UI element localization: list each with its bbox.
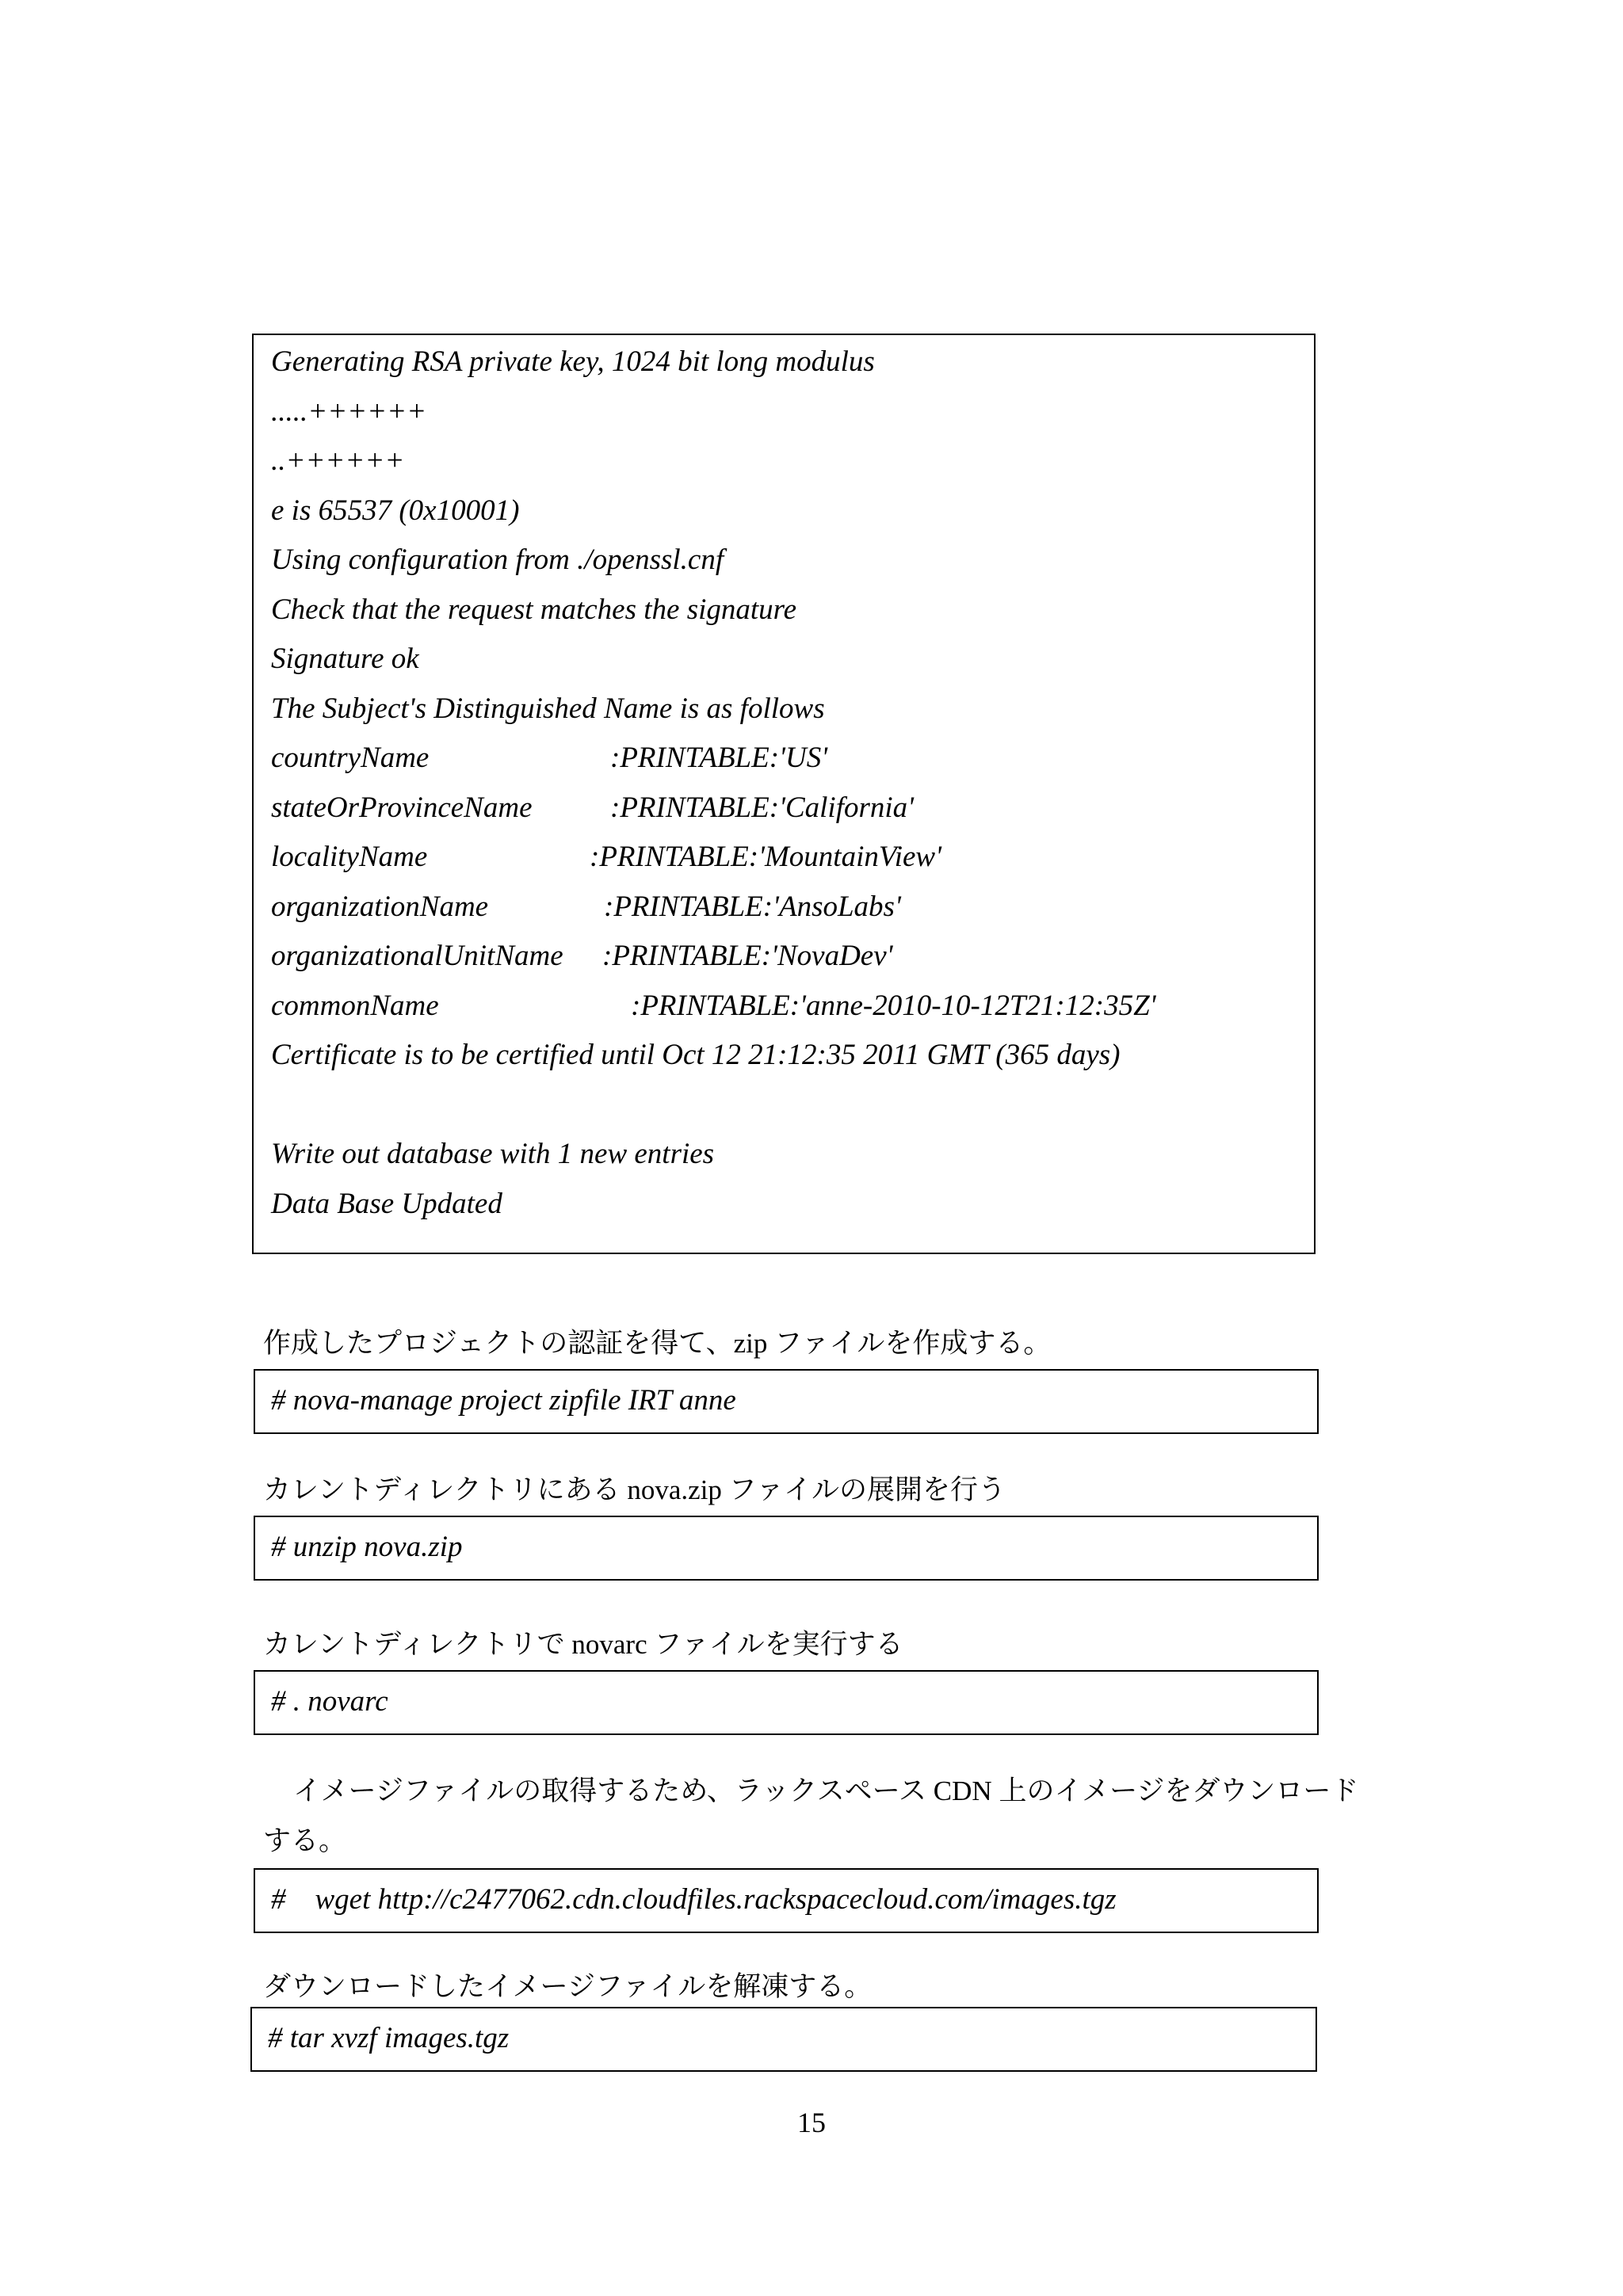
command-text: # wget http://c2477062.cdn.cloudfiles.rackspacecloud.com/images.tgz	[271, 1883, 1117, 1916]
field-name: commonName	[271, 990, 439, 1022]
output-line: Data Base Updated	[271, 1188, 502, 1220]
command-box	[250, 2007, 1317, 2072]
field-value: :PRINTABLE:'NovaDev'	[602, 940, 893, 972]
output-line: .....++++++	[271, 395, 427, 428]
command-output-box	[252, 334, 1316, 1254]
output-line: The Subject's Distinguished Name is as follows	[271, 692, 825, 725]
step-description: ダウンロードしたイメージファイルを解凍する。	[263, 1971, 873, 2002]
command-text: # nova-manage project zipfile IRT anne	[271, 1384, 736, 1417]
field-value: :PRINTABLE:'California'	[610, 791, 915, 824]
page-number: 15	[797, 2107, 826, 2138]
field-value: :PRINTABLE:'AnsoLabs'	[604, 891, 901, 923]
output-line: ..++++++	[271, 444, 405, 477]
step-description-continued: する。	[263, 1825, 347, 1856]
command-text: # . novarc	[271, 1685, 388, 1718]
step-description: カレントディレクトリで novarc ファイルを実行する	[263, 1629, 903, 1660]
command-box	[254, 1369, 1319, 1434]
output-line: Using configuration from ./openssl.cnf	[271, 543, 724, 576]
step-description: 作成したプロジェクトの認証を得て、zip ファイルを作成する。	[263, 1328, 1052, 1359]
field-name: organizationalUnitName	[271, 940, 563, 972]
step-description: カレントディレクトリにある nova.zip ファイルの展開を行う	[263, 1474, 1006, 1505]
field-value: :PRINTABLE:'MountainView'	[590, 841, 941, 873]
field-name: localityName	[271, 841, 428, 873]
output-line: Generating RSA private key, 1024 bit long modulus	[271, 345, 875, 378]
command-box	[254, 1670, 1319, 1735]
command-box	[254, 1868, 1319, 1933]
output-line: Write out database with 1 new entries	[271, 1138, 715, 1170]
field-value: :PRINTABLE:'US'	[610, 742, 828, 774]
field-value: :PRINTABLE:'anne-2010-10-12T21:12:35Z'	[631, 990, 1156, 1022]
command-text: # tar xvzf images.tgz	[268, 2022, 510, 2054]
output-line: Signature ok	[271, 643, 419, 675]
output-line: e is 65537 (0x10001)	[271, 494, 520, 527]
output-line: Check that the request matches the signature	[271, 593, 797, 626]
command-box	[254, 1516, 1319, 1581]
step-description: イメージファイルの取得するため、ラックスペース CDN 上のイメージをダウンロード	[293, 1775, 1359, 1806]
field-name: stateOrProvinceName	[271, 791, 533, 824]
field-name: countryName	[271, 742, 430, 774]
command-text: # unzip nova.zip	[271, 1531, 463, 1563]
output-line: Certificate is to be certified until Oct 12 21:12:35 2011 GMT (365 days)	[271, 1039, 1121, 1071]
field-name: organizationName	[271, 891, 489, 923]
